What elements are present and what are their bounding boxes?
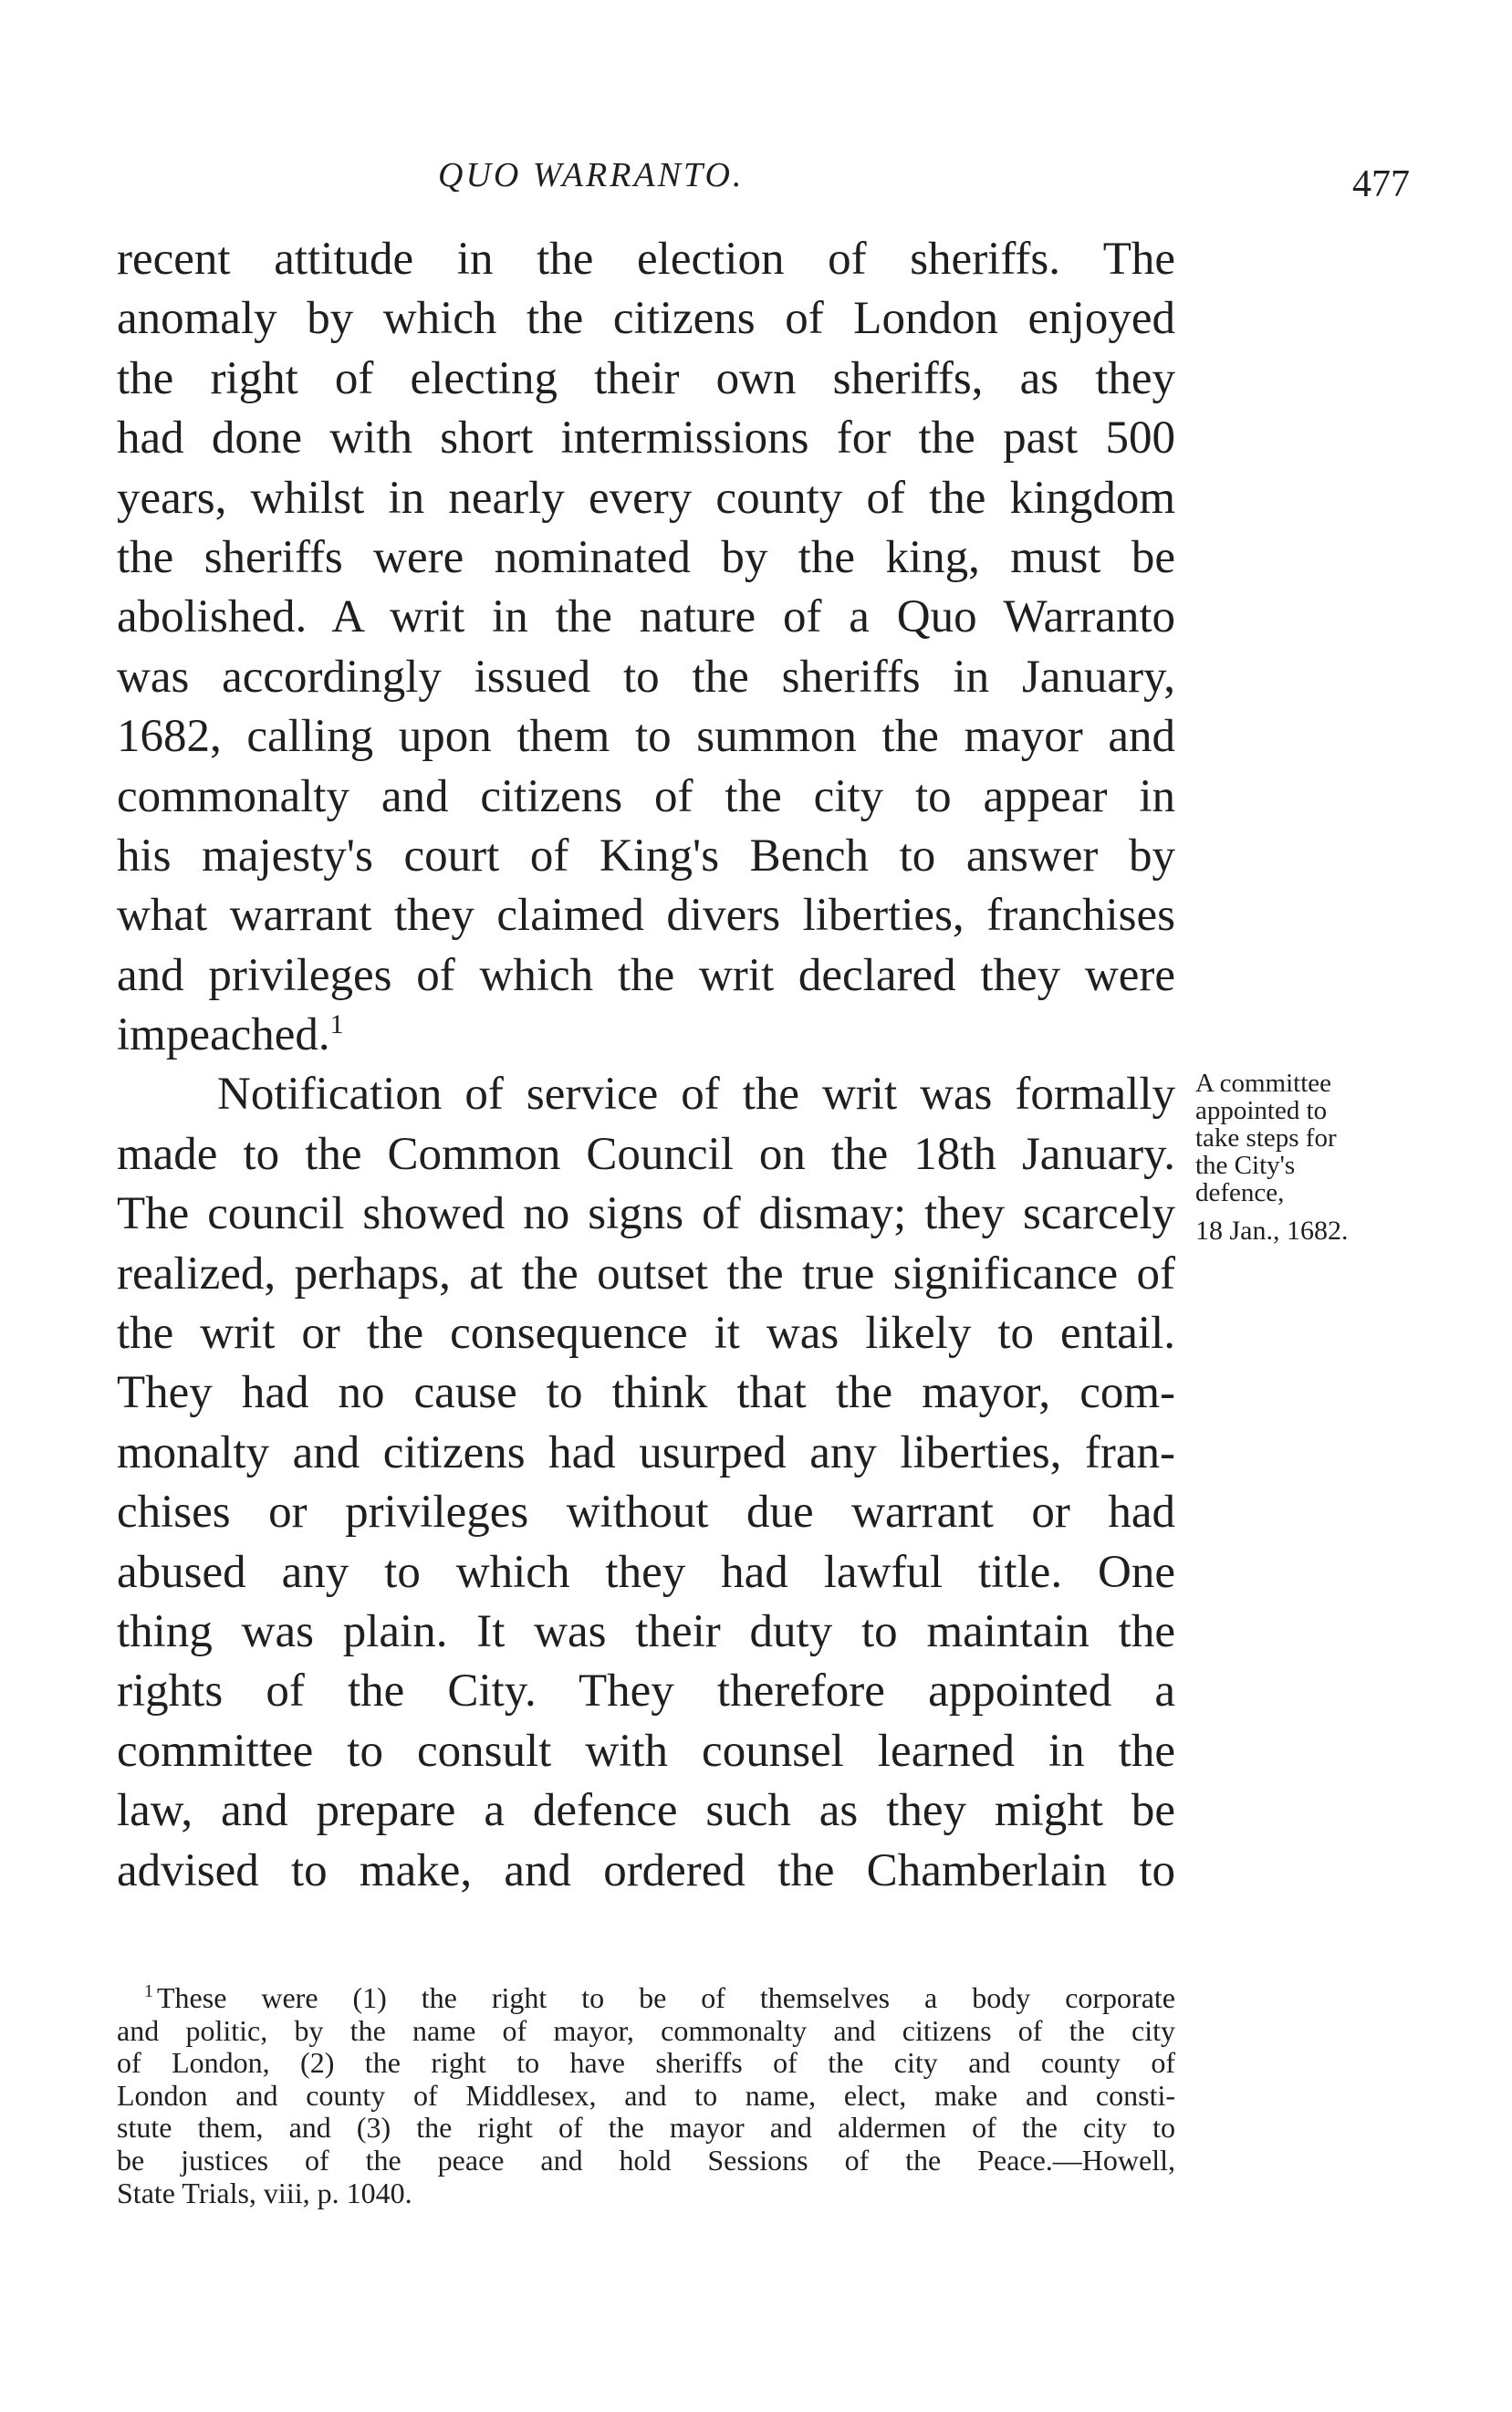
footnote-line: London and county of Middlesex, and to name, elect, make and consti- — [117, 2078, 1175, 2112]
footnote-line: and politic, by the name of mayor, commonalty and citizens of the city — [117, 2013, 1175, 2047]
paragraph-1 — [117, 230, 1175, 1065]
text-line: advised to make, and ordered the Chamberlain to — [117, 1844, 1175, 1896]
margin-note-line: A committee — [1195, 1069, 1331, 1098]
footnote-line: of London, (2) the right to have sheriffs of the city and county of — [117, 2046, 1175, 2080]
footnote-line: be justices of the peace and hold Sessions of the Peace.—Howell, — [117, 2143, 1175, 2177]
text-line: The council showed no signs of dismay; they scarcely — [117, 1188, 1175, 1240]
text-line: monalty and citizens had usurped any liberties, fran- — [117, 1426, 1175, 1478]
text-line: had done with short intermissions for the past 500 — [117, 412, 1175, 465]
text-line: was accordingly issued to the sheriffs in January, — [117, 651, 1175, 703]
text-line: his majesty's court of King's Bench to answer by — [117, 830, 1175, 882]
footnote-reference[interactable]: 1 — [329, 1009, 344, 1040]
margin-note-line: take steps for — [1195, 1123, 1337, 1153]
text-line-indented: Notification of service of the writ was formally — [217, 1069, 1175, 1121]
page-number: 477 — [1352, 163, 1410, 205]
paragraph-2 — [117, 1065, 1175, 1900]
text-line: chises or privileges without due warrant or had — [117, 1487, 1175, 1539]
margin-note-line: the City's — [1195, 1151, 1296, 1180]
text-line: years, whilst in nearly every county of the kingdom — [117, 472, 1175, 524]
text-line: thing was plain. It was their duty to maintain the — [117, 1605, 1175, 1657]
text-line: realized, perhaps, at the outset the true significance of — [117, 1248, 1175, 1300]
text-line-content: impeached. — [117, 1009, 330, 1061]
text-line: what warrant they claimed divers liberties, franchises — [117, 890, 1175, 942]
text-line: law, and prepare a defence such as they might be — [117, 1785, 1175, 1837]
footnote-line-first — [117, 1982, 1175, 2015]
text-line: the writ or the consequence it was likely to entail. — [117, 1308, 1175, 1360]
text-line: abused any to which they had lawful title. One — [117, 1546, 1175, 1598]
running-head — [0, 155, 1512, 210]
text-line: rights of the City. They therefore appointed a — [117, 1665, 1175, 1718]
margin-note — [1195, 1070, 1414, 1245]
footnote-line: stute them, and (3) the right of the mayor and aldermen of the city to — [117, 2111, 1175, 2145]
text-line: recent attitude in the election of sheriffs. The — [117, 234, 1175, 285]
text-line: made to the Common Council on the 18th January. — [117, 1128, 1175, 1180]
text-line: anomaly by which the citizens of London enjoyed — [117, 293, 1175, 345]
text-line: committee to consult with counsel learned in the — [117, 1725, 1175, 1777]
body-text — [117, 230, 1175, 1901]
footnote-mark: 1 — [144, 1981, 153, 2001]
margin-note-line: defence, — [1195, 1178, 1285, 1207]
margin-note-line: appointed to — [1195, 1096, 1328, 1125]
text-line: and privileges of which the writ declared they were — [117, 949, 1175, 1001]
text-line: the right of electing their own sheriffs, as they — [117, 352, 1175, 404]
running-title: QUO WARRANTO. — [438, 156, 745, 194]
footnote — [117, 1982, 1175, 2209]
text-line: 1682, calling upon them to summon the mayor and — [117, 711, 1175, 763]
text-line: They had no cause to think that the mayor, com- — [117, 1367, 1175, 1419]
text-line: commonalty and citizens of the city to appear in — [117, 770, 1175, 822]
margin-note-date: 18 Jan., 1682. — [1195, 1216, 1349, 1246]
footnote-line-last: State Trials, viii, p. 1040. — [117, 2176, 412, 2209]
text-line-last — [117, 1006, 1175, 1065]
footnote-line-content: These were (1) the right to be of themselves a body corporate — [157, 1981, 1175, 2014]
text-line: the sheriffs were nominated by the king, must be — [117, 531, 1175, 583]
text-line: abolished. A writ in the nature of a Quo Warranto — [117, 591, 1175, 643]
